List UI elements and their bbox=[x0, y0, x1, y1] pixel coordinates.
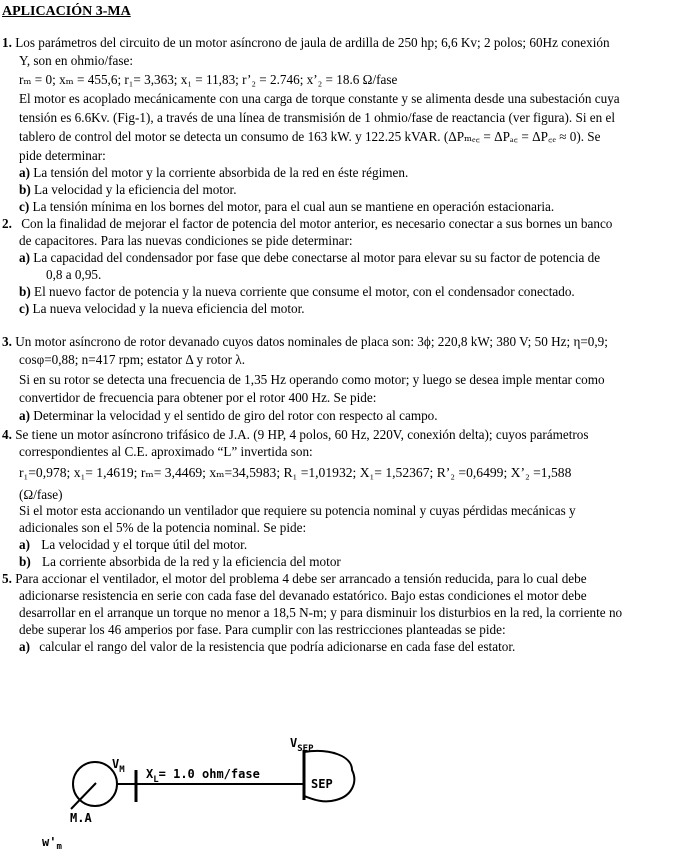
problem1-line6: tablero de control del motor se detecta un consumo de 163 kW. y 122.25 kVAR. (ΔPₘₑ꜀ = ΔPₐ꜀ = ΔP꜀ₑ ≈ 0). Se bbox=[19, 129, 601, 144]
problem1-item-c-label: c) bbox=[19, 199, 30, 214]
problem2-item-a-label: a) bbox=[19, 250, 30, 265]
problem4-item-b bbox=[19, 553, 341, 570]
problem1-item-a bbox=[19, 164, 408, 181]
problem1-item-b bbox=[19, 181, 237, 198]
problem4-item-b-label: b) bbox=[19, 554, 31, 569]
problem1-parameters: rₘ = 0; xₘ = 455,6; r₁= 3,363; x₁ = 11,83; r’₂ = 2.746; x’₂ = 18.6 Ω/fase bbox=[19, 72, 398, 87]
problem2-line2: de capacitores. Para las nuevas condiciones se pide determinar: bbox=[19, 233, 353, 248]
problem1-item-c bbox=[19, 198, 554, 215]
problem1-line1 bbox=[2, 34, 610, 51]
problem1-item-b-text: La velocidad y la eficiencia del motor. bbox=[34, 182, 237, 197]
problem2-item-a-text: La capacidad del condensador por fase que debe conectarse al motor para elevar su su factor de potencia de bbox=[33, 250, 601, 265]
problem2-number: 2. bbox=[2, 216, 12, 231]
problem3-number: 3. bbox=[2, 334, 12, 349]
problem1-line2: Y, son en ohmio/fase: bbox=[19, 53, 134, 68]
problem2-item-a bbox=[19, 249, 600, 266]
problem4-line6: adicionales son el 5% de la potencia nominal. Se pide: bbox=[19, 520, 307, 535]
problem1-line7: pide determinar: bbox=[19, 148, 106, 163]
problem2-item-b-text: El nuevo factor de potencia y la nueva corriente que consume el motor, con el condensador conectado. bbox=[34, 284, 575, 299]
problem4-line5: Si el motor esta accionando un ventilador que requiere su potencia nominal y cuyas pérdidas mecánicas y bbox=[19, 503, 576, 518]
problem1-item-a-text: La tensión del motor y la corriente absorbida de la red en éste régimen. bbox=[33, 165, 409, 180]
problem4-line1 bbox=[2, 426, 589, 443]
motor-label: M.A bbox=[70, 811, 92, 825]
problem3-text-line1: Un motor asíncrono de rotor devanado cuyos datos nominales de placa son: 3ϕ; 220,8 kW; 380 V; 50 Hz; η=0,9; bbox=[15, 334, 608, 349]
problem4-text-line1: Se tiene un motor asíncrono trifásico de J.A. (9 HP, 4 polos, 60 Hz, 220V, conexión delta); cuyos parámetros bbox=[15, 427, 589, 442]
vm-label: $V_M$ bbox=[112, 757, 125, 775]
circuit-figure bbox=[0, 730, 674, 849]
problem3-line2: cosφ=0,88; n=417 rpm; estator Δ y rotor λ. bbox=[19, 352, 245, 367]
problem3-item-a-text: Determinar la velocidad y el sentido de giro del rotor con respecto al campo. bbox=[33, 408, 438, 423]
problem2-item-c-label: c) bbox=[19, 301, 30, 316]
problem2-item-a-continued: 0,8 a 0,95. bbox=[46, 267, 102, 282]
problem5-number: 5. bbox=[2, 571, 12, 586]
problem5-line2: adicionarse resistencia en serie con cada fase del devanado estatórico. Bajo estas condiciones el motor debe bbox=[19, 588, 587, 603]
rotor-speed-label: $w'_m$ bbox=[42, 835, 62, 849]
problem2-item-c bbox=[19, 300, 305, 317]
problem5-line4: debe superar los 46 amperios por fase. Para cumplir con las restricciones planteadas se pide: bbox=[19, 622, 506, 637]
problem4-unit: (Ω/fase) bbox=[19, 487, 63, 502]
problem2-text-line1: Con la finalidad de mejorar el factor de potencia del motor anterior, es necesario conectar a sus bornes un banco bbox=[21, 216, 613, 231]
problem1-line4: El motor es acoplado mecánicamente con una carga de torque constante y se alimenta desde una subestación cuya bbox=[19, 91, 620, 106]
problem5-text-line1: Para accionar el ventilador, el motor del problema 4 debe ser arrancado a tensión reducida, para lo cual debe bbox=[15, 571, 587, 586]
problem4-item-a-label: a) bbox=[19, 537, 30, 552]
vsep-label: $V_{SEP}$ bbox=[290, 736, 314, 754]
problem4-item-a bbox=[19, 536, 247, 553]
problem2-item-b bbox=[19, 283, 575, 300]
problem5-item-a bbox=[19, 638, 515, 655]
problem4-item-b-text: La corriente absorbida de la red y la eficiencia del motor bbox=[42, 554, 341, 569]
problem3-item-a-label: a) bbox=[19, 408, 30, 423]
problem3-line3: Si en su rotor se detecta una frecuencia de 1,35 Hz operando como motor; y luego se desea imple mentar como bbox=[19, 372, 605, 387]
problem1-item-b-label: b) bbox=[19, 182, 31, 197]
problem3-line1 bbox=[2, 333, 608, 350]
problem4-line2: correspondientes al C.E. aproximado “L” invertida son: bbox=[19, 444, 313, 459]
problem1-item-a-label: a) bbox=[19, 165, 30, 180]
problem2-item-b-label: b) bbox=[19, 284, 31, 299]
sep-label: SEP bbox=[311, 777, 333, 791]
document-title: APLICACIÓN 3-MA bbox=[2, 4, 131, 19]
problem1-line5: tensión es 6.6Kv. (Fig-1), a través de una línea de transmisión de 1 ohmio/fase de reactancia (ver figura). Si en el bbox=[19, 110, 616, 125]
problem2-item-c-text: La nueva velocidad y la nueva eficiencia del motor. bbox=[32, 301, 305, 316]
problem4-item-a-text: La velocidad y el torque útil del motor. bbox=[41, 537, 248, 552]
problem4-parameters: r₁=0,978; x₁= 1,4619; rₘ= 3,4469; xₘ=34,5983; R₁ =1,01932; X₁= 1,52367; R’₂ =0,6499; X’₂ =1,588 bbox=[19, 465, 572, 480]
problem5-line3: desarrollar en el arranque un torque no menor a 18,5 N-m; y para disminuir los disturbios en la red, la corriente no bbox=[19, 605, 623, 620]
problem3-line4: convertidor de frecuencia para obtener por el rotor 400 Hz. Se pide: bbox=[19, 390, 377, 405]
problem1-item-c-text: La tensión mínima en los bornes del motor, para el cual aun se mantiene en operación estacionaria. bbox=[32, 199, 555, 214]
xl-label: $X_L= 1.0$ ohm/fase bbox=[146, 767, 260, 785]
problem4-number: 4. bbox=[2, 427, 12, 442]
problem5-item-a-text: calcular el rango del valor de la resistencia que podría adicionarse en cada fase del estator. bbox=[39, 639, 516, 654]
problem5-line1 bbox=[2, 570, 587, 587]
problem5-item-a-label: a) bbox=[19, 639, 30, 654]
problem1-text-line1: Los parámetros del circuito de un motor asíncrono de jaula de ardilla de 250 hp; 6,6 Kv; 2 polos; 60Hz conexión bbox=[15, 35, 610, 50]
problem3-item-a bbox=[19, 407, 438, 424]
problem2-line1 bbox=[2, 215, 612, 232]
problem1-number: 1. bbox=[2, 35, 12, 50]
